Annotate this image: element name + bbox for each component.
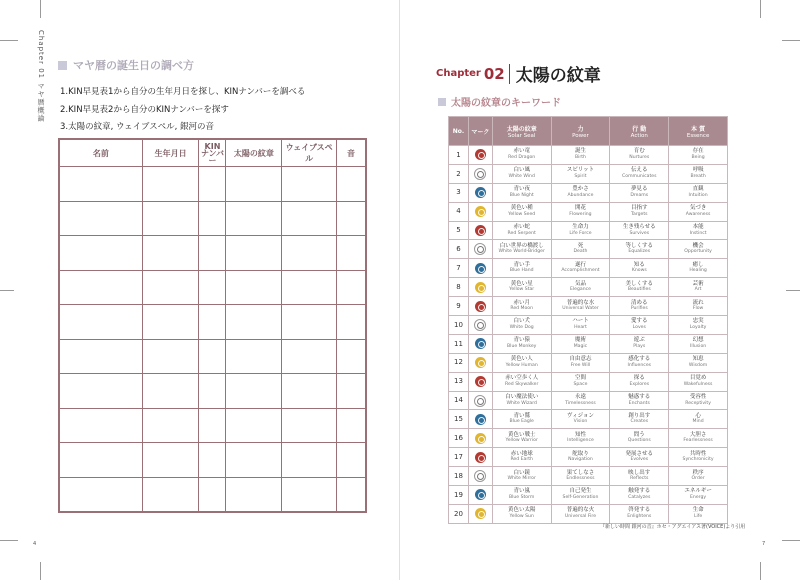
- worksheet-cell: [199, 339, 226, 374]
- seal-row: [449, 146, 728, 165]
- page-number-right: 7: [762, 541, 766, 547]
- worksheet-cell: [60, 443, 143, 478]
- seal-mark: [468, 504, 492, 523]
- crop-mark: [40, 562, 41, 580]
- seal-row: [449, 297, 728, 316]
- solar-seal-glyph-icon: [475, 225, 486, 236]
- worksheet-cell: [142, 443, 199, 478]
- crop-mark: [40, 0, 41, 18]
- worksheet-cell: [60, 305, 143, 340]
- seal-action: 映し出す Reflects: [610, 467, 669, 486]
- header-kin-number: KIN ナンバー: [200, 141, 224, 165]
- seal-name: 青い手 Blue Hand: [492, 259, 551, 278]
- seal-name: 白い鏡 White Mirror: [492, 467, 551, 486]
- worksheet-row: [60, 477, 366, 512]
- crop-mark: [760, 562, 761, 580]
- worksheet-cell: [337, 167, 366, 202]
- worksheet-cell: [282, 270, 337, 305]
- seal-action: 育む Nurtures: [610, 146, 669, 165]
- solar-seal-glyph-icon: [474, 470, 486, 482]
- seal-row: [449, 448, 728, 467]
- seal-mark: [468, 467, 492, 486]
- worksheet-cell: [282, 236, 337, 271]
- worksheet-cell: [337, 339, 366, 374]
- seal-power: 遂行 Accomplishment: [551, 259, 610, 278]
- seal-name: 赤い空歩く人 Red Skywalker: [492, 372, 551, 391]
- seal-power: 自己発生 Self-Generation: [551, 486, 610, 505]
- worksheet-cell: [282, 167, 337, 202]
- solar-seal-glyph-icon: [475, 301, 486, 312]
- seal-row: [449, 164, 728, 183]
- seal-number: 13: [449, 372, 469, 391]
- seal-power: 誕生 Birth: [551, 146, 610, 165]
- worksheet-cell: [199, 167, 226, 202]
- seal-name: 白い世界の橋渡し White World-Bridger: [492, 240, 551, 259]
- solar-seal-table: [448, 116, 728, 524]
- birthday-worksheet-table: [58, 138, 367, 513]
- seal-number: 19: [449, 486, 469, 505]
- seal-name: 黄色い戦士 Yellow Warrior: [492, 429, 551, 448]
- worksheet-row: [60, 339, 366, 374]
- seal-essence: 目覚め Wakefulness: [669, 372, 728, 391]
- seal-name: 赤い月 Red Moon: [492, 297, 551, 316]
- crop-mark: [760, 0, 761, 18]
- worksheet-cell: [60, 201, 143, 236]
- seal-mark: [468, 486, 492, 505]
- seal-power: 気品 Elegance: [551, 278, 610, 297]
- seal-mark: [468, 353, 492, 372]
- worksheet-cell: [199, 236, 226, 271]
- seal-number: 12: [449, 353, 469, 372]
- seal-essence: 存在 Being: [669, 146, 728, 165]
- worksheet-cell: [142, 477, 199, 512]
- seal-power: 生命力 Life Force: [551, 221, 610, 240]
- seal-row: [449, 429, 728, 448]
- solar-seal-glyph-icon: [475, 452, 486, 463]
- seal-action: 発展させる Evolves: [610, 448, 669, 467]
- worksheet-cell: [282, 201, 337, 236]
- worksheet-row: [60, 270, 366, 305]
- worksheet-cell: [226, 201, 282, 236]
- seal-number: 11: [449, 334, 469, 353]
- crop-mark: [0, 540, 18, 541]
- worksheet-cell: [226, 167, 282, 202]
- col-no: No.: [449, 117, 469, 146]
- seal-essence: 本能 Instinct: [669, 221, 728, 240]
- seal-name: 青い夜 Blue Night: [492, 183, 551, 202]
- seal-number: 9: [449, 297, 469, 316]
- seal-action: 知る Knows: [610, 259, 669, 278]
- seal-power: 魔術 Magic: [551, 334, 610, 353]
- solar-seal-glyph-icon: [474, 395, 486, 407]
- crop-mark: [0, 40, 18, 41]
- seal-action: 生き残らせる Survives: [610, 221, 669, 240]
- seal-name: 赤い蛇 Red Serpent: [492, 221, 551, 240]
- worksheet-cell: [337, 270, 366, 305]
- seal-row: [449, 316, 728, 335]
- seal-power: 舵取り Navigation: [551, 448, 610, 467]
- worksheet-row: [60, 408, 366, 443]
- worksheet-cell: [337, 477, 366, 512]
- seal-essence: 呼吸 Breath: [669, 164, 728, 183]
- seal-action: 美しくする Beautifies: [610, 278, 669, 297]
- seal-mark: [468, 146, 492, 165]
- seal-mark: [468, 297, 492, 316]
- chapter-side-tab: Chapter 01 マヤ暦概論: [37, 30, 45, 123]
- seal-power: 豊かさ Abundance: [551, 183, 610, 202]
- seal-power: 空間 Space: [551, 372, 610, 391]
- seal-number: 1: [449, 146, 469, 165]
- worksheet-cell: [142, 270, 199, 305]
- seal-name: 赤い竜 Red Dragon: [492, 146, 551, 165]
- seal-mark: [468, 372, 492, 391]
- solar-seal-glyph-icon: [474, 319, 486, 331]
- worksheet-cell: [142, 339, 199, 374]
- seal-number: 6: [449, 240, 469, 259]
- subtitle: [438, 94, 561, 109]
- worksheet-cell: [142, 167, 199, 202]
- section-title: [58, 57, 194, 73]
- header-birthdate: 生年月日: [142, 140, 199, 167]
- solar-seal-glyph-icon: [475, 433, 486, 444]
- seal-essence: 流れ Flow: [669, 297, 728, 316]
- header-wavespell: ウェイブスペル: [282, 140, 337, 167]
- seal-name: 白い風 White Wind: [492, 164, 551, 183]
- seal-action: 感化する Influences: [610, 353, 669, 372]
- seal-essence: 直観 Intuition: [669, 183, 728, 202]
- section-title-text: マヤ暦の誕生日の調べ方: [73, 59, 194, 72]
- seal-row: [449, 183, 728, 202]
- seal-action: 問う Questions: [610, 429, 669, 448]
- seal-number: 18: [449, 467, 469, 486]
- solar-seal-glyph-icon: [475, 508, 486, 519]
- solar-seal-glyph-icon: [475, 376, 486, 387]
- seal-essence: 心 Mind: [669, 410, 728, 429]
- worksheet-row: [60, 167, 366, 202]
- worksheet-cell: [226, 305, 282, 340]
- seal-essence: 忠実 Loyalty: [669, 316, 728, 335]
- seal-row: [449, 410, 728, 429]
- seal-mark: [468, 183, 492, 202]
- crop-mark: [782, 40, 800, 41]
- seal-number: 16: [449, 429, 469, 448]
- worksheet-cell: [226, 408, 282, 443]
- seal-power: 永遠 Timelessness: [551, 391, 610, 410]
- seal-name: 黄色い太陽 Yellow Sun: [492, 504, 551, 523]
- worksheet-cell: [142, 305, 199, 340]
- worksheet-cell: [282, 305, 337, 340]
- worksheet-cell: [337, 236, 366, 271]
- seal-essence: 気づき Awareness: [669, 202, 728, 221]
- seal-name: 黄色い人 Yellow Human: [492, 353, 551, 372]
- seal-essence: 受容性 Receptivity: [669, 391, 728, 410]
- seal-row: [449, 391, 728, 410]
- seal-mark: [468, 278, 492, 297]
- seal-essence: エネルギー Energy: [669, 486, 728, 505]
- crop-mark: [786, 290, 800, 291]
- worksheet-cell: [226, 443, 282, 478]
- solar-seal-glyph-icon: [475, 187, 486, 198]
- chapter-heading: [436, 61, 601, 86]
- worksheet-cell: [142, 236, 199, 271]
- chapter-divider: [509, 64, 510, 84]
- worksheet-cell: [337, 408, 366, 443]
- seal-number: 3: [449, 183, 469, 202]
- seal-name: 青い猿 Blue Monkey: [492, 334, 551, 353]
- seal-action: 啓発する Enlightens: [610, 504, 669, 523]
- worksheet-cell: [60, 167, 143, 202]
- solar-seal-glyph-icon: [475, 489, 486, 500]
- worksheet-cell: [199, 408, 226, 443]
- worksheet-cell: [282, 374, 337, 409]
- seal-number: 4: [449, 202, 469, 221]
- col-solar-seal: 太陽の紋章 Solar Seal: [492, 117, 551, 146]
- seal-power: ハート Heart: [551, 316, 610, 335]
- seal-mark: [468, 429, 492, 448]
- crop-mark: [0, 290, 14, 291]
- page-number-left: 4: [33, 541, 37, 547]
- seal-number: 2: [449, 164, 469, 183]
- seal-row: [449, 353, 728, 372]
- seal-power: 知性 Intelligence: [551, 429, 610, 448]
- seal-essence: 大胆さ Fearlessness: [669, 429, 728, 448]
- square-bullet-icon: [58, 61, 67, 70]
- seal-name: 青い嵐 Blue Storm: [492, 486, 551, 505]
- seal-name: 青い鷲 Blue Eagle: [492, 410, 551, 429]
- seal-name: 白い犬 White Dog: [492, 316, 551, 335]
- seal-row: [449, 259, 728, 278]
- worksheet-cell: [226, 477, 282, 512]
- seal-mark: [468, 259, 492, 278]
- seal-number: 14: [449, 391, 469, 410]
- seal-essence: 癒し Healing: [669, 259, 728, 278]
- seal-name: 黄色い星 Yellow Star: [492, 278, 551, 297]
- solar-seal-glyph-icon: [475, 282, 486, 293]
- seal-number: 17: [449, 448, 469, 467]
- solar-seal-glyph-icon: [474, 168, 486, 180]
- seal-mark: [468, 448, 492, 467]
- worksheet-cell: [199, 305, 226, 340]
- header-tone: 音: [337, 140, 366, 167]
- seal-row: [449, 372, 728, 391]
- worksheet-cell: [60, 236, 143, 271]
- seal-mark: [468, 240, 492, 259]
- seal-essence: 共時性 Synchronicity: [669, 448, 728, 467]
- col-action: 行 動 Action: [610, 117, 669, 146]
- worksheet-cell: [226, 236, 282, 271]
- seal-mark: [468, 410, 492, 429]
- seal-mark: [468, 334, 492, 353]
- seal-action: 愛する Loves: [610, 316, 669, 335]
- seal-power: 死 Death: [551, 240, 610, 259]
- seal-power: 自由意志 Free Will: [551, 353, 610, 372]
- worksheet-cell: [282, 339, 337, 374]
- worksheet-cell: [226, 270, 282, 305]
- worksheet-cell: [60, 270, 143, 305]
- worksheet-cell: [60, 339, 143, 374]
- worksheet-row: [60, 201, 366, 236]
- seal-number: 20: [449, 504, 469, 523]
- chapter-number: 02: [483, 64, 505, 83]
- worksheet-cell: [226, 339, 282, 374]
- seal-row: [449, 334, 728, 353]
- chapter-title: 太陽の紋章: [515, 66, 601, 86]
- worksheet-cell: [337, 374, 366, 409]
- step-1: 1.KIN早見表1から自分の生年月日を探し、KINナンバーを調べる: [60, 87, 306, 97]
- seal-row: [449, 278, 728, 297]
- seal-power: 果てしなさ Endlessness: [551, 467, 610, 486]
- header-name: 名前: [60, 140, 143, 167]
- solar-seal-glyph-icon: [475, 357, 486, 368]
- worksheet-cell: [282, 443, 337, 478]
- crop-mark: [782, 540, 800, 541]
- seal-power: 普遍的な火 Universal Fire: [551, 504, 610, 523]
- seal-action: 伝える Communicates: [610, 164, 669, 183]
- subtitle-text: 太陽の紋章のキーワード: [451, 98, 561, 109]
- seal-power: 普遍的な水 Universal Water: [551, 297, 610, 316]
- instruction-steps: [60, 84, 305, 137]
- seal-number: 8: [449, 278, 469, 297]
- chapter-label: Chapter: [436, 68, 481, 79]
- seal-mark: [468, 221, 492, 240]
- seal-action: 等しくする Equalizes: [610, 240, 669, 259]
- seal-essence: 芸術 Art: [669, 278, 728, 297]
- worksheet-cell: [142, 201, 199, 236]
- step-2: 2.KIN早見表2から自分のKINナンバーを探す: [60, 104, 229, 115]
- seal-essence: 生命 Life: [669, 504, 728, 523]
- source-credit: 『新しい時間 銀河の音』ホセ・アグエイアス著(VOICE)より引用: [600, 524, 746, 530]
- solar-seal-glyph-icon: [475, 206, 486, 217]
- worksheet-cell: [337, 443, 366, 478]
- seal-power: ヴィジョン Vision: [551, 410, 610, 429]
- seal-essence: 知恵 Wisdom: [669, 353, 728, 372]
- worksheet-cell: [60, 408, 143, 443]
- seal-number: 15: [449, 410, 469, 429]
- worksheet-cell: [337, 305, 366, 340]
- seal-number: 7: [449, 259, 469, 278]
- seal-action: 創り出す Creates: [610, 410, 669, 429]
- worksheet-row: [60, 236, 366, 271]
- seal-mark: [468, 391, 492, 410]
- solar-seal-glyph-icon: [475, 149, 486, 160]
- header-solar-seal: 太陽の紋章: [226, 140, 282, 167]
- seal-action: 触発する Catalyzes: [610, 486, 669, 505]
- seal-number: 10: [449, 316, 469, 335]
- worksheet-row: [60, 374, 366, 409]
- worksheet-cell: [282, 477, 337, 512]
- solar-seal-glyph-icon: [475, 414, 486, 425]
- seal-essence: 幻想 Illusion: [669, 334, 728, 353]
- square-bullet-icon: [438, 98, 446, 106]
- worksheet-cell: [199, 443, 226, 478]
- seal-action: 魅惑する Enchants: [610, 391, 669, 410]
- worksheet-cell: [199, 374, 226, 409]
- worksheet-cell: [337, 201, 366, 236]
- seal-row: [449, 467, 728, 486]
- seal-row: [449, 240, 728, 259]
- worksheet-cell: [199, 270, 226, 305]
- seal-name: 赤い地球 Red Earth: [492, 448, 551, 467]
- seal-row: [449, 504, 728, 523]
- col-power: 力 Power: [551, 117, 610, 146]
- solar-seal-glyph-icon: [475, 263, 486, 274]
- col-essence: 本 質 Essence: [669, 117, 728, 146]
- worksheet-cell: [142, 374, 199, 409]
- seal-essence: 秩序 Order: [669, 467, 728, 486]
- seal-action: 夢見る Dreams: [610, 183, 669, 202]
- seal-action: 遊ぶ Plays: [610, 334, 669, 353]
- seal-action: 清める Purifies: [610, 297, 669, 316]
- seal-row: [449, 221, 728, 240]
- solar-seal-glyph-icon: [474, 243, 486, 255]
- seal-power: スピリット Spirit: [551, 164, 610, 183]
- seal-number: 5: [449, 221, 469, 240]
- worksheet-cell: [60, 374, 143, 409]
- seal-action: 目指す Targets: [610, 202, 669, 221]
- seal-name: 黄色い種 Yellow Seed: [492, 202, 551, 221]
- seal-mark: [468, 164, 492, 183]
- worksheet-row: [60, 443, 366, 478]
- worksheet-cell: [199, 201, 226, 236]
- seal-mark: [468, 316, 492, 335]
- seal-name: 白い魔法使い White Wizard: [492, 391, 551, 410]
- step-3: 3.太陽の紋章, ウェイブスペル, 銀河の音: [60, 122, 214, 132]
- worksheet-cell: [226, 374, 282, 409]
- seal-power: 開花 Flowering: [551, 202, 610, 221]
- worksheet-cell: [199, 477, 226, 512]
- worksheet-cell: [282, 408, 337, 443]
- seal-essence: 機会 Opportunity: [669, 240, 728, 259]
- worksheet-cell: [142, 408, 199, 443]
- seal-row: [449, 202, 728, 221]
- solar-seal-glyph-icon: [475, 338, 486, 349]
- seal-action: 探る Explores: [610, 372, 669, 391]
- worksheet-row: [60, 305, 366, 340]
- col-mark: マーク: [468, 117, 492, 146]
- seal-mark: [468, 202, 492, 221]
- worksheet-cell: [60, 477, 143, 512]
- seal-row: [449, 486, 728, 505]
